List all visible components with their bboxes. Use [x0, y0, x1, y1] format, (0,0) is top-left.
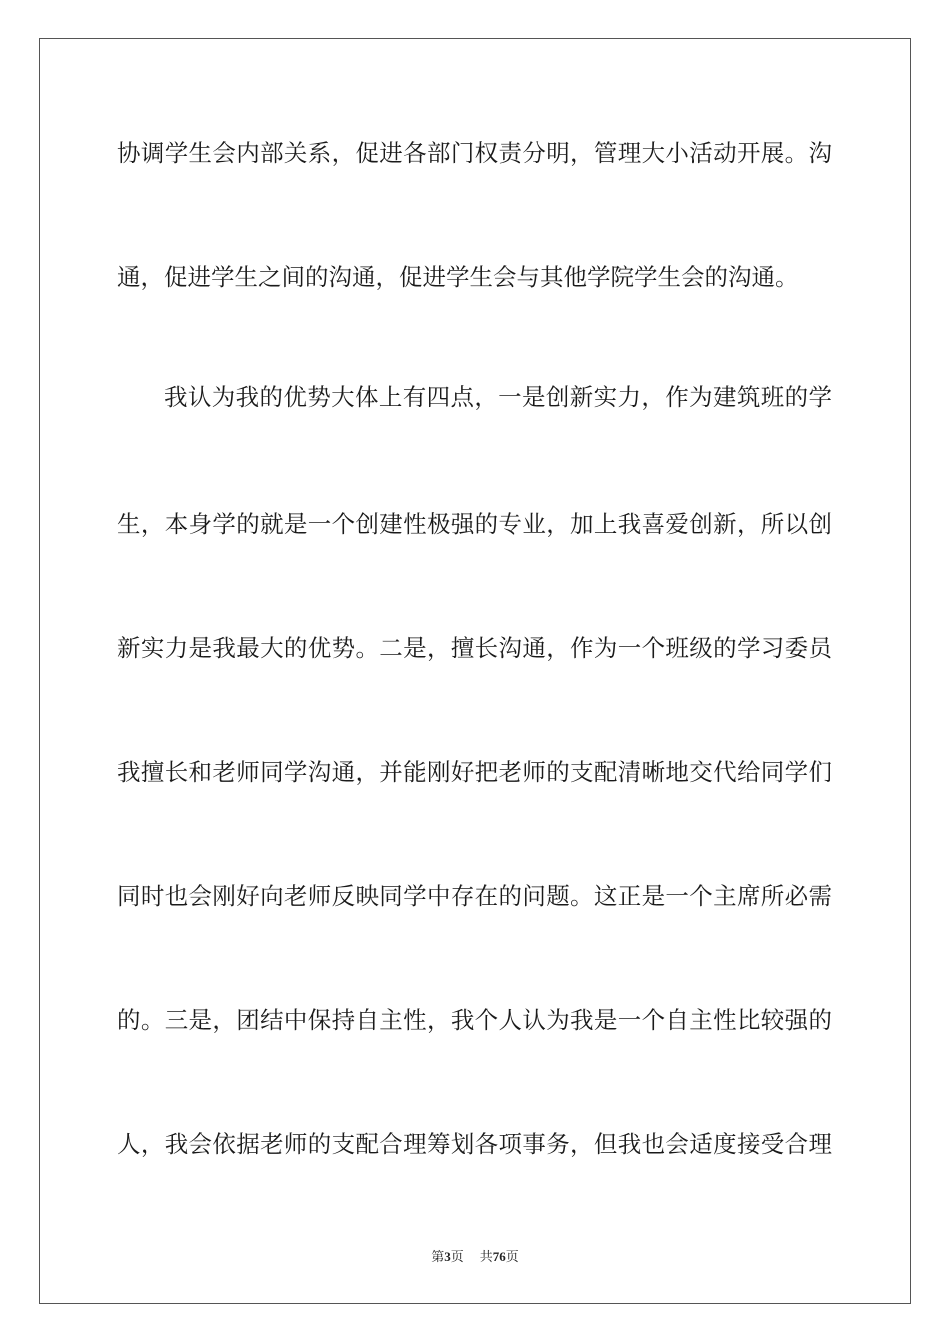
page-suffix: 页: [450, 1250, 464, 1265]
page-prefix: 第: [431, 1250, 445, 1265]
page-number: 3: [444, 1249, 451, 1264]
text-line-6: 我擅长和老师同学沟通，并能刚好把老师的支配清晰地交代给同学们: [117, 758, 832, 786]
text-line-5: 新实力是我最大的优势。二是，擅长沟通，作为一个班级的学习委员: [117, 634, 832, 662]
text-line-7: 同时也会刚好向老师反映同学中存在的问题。这正是一个主席所必需: [117, 882, 832, 910]
total-suffix: 页: [505, 1250, 519, 1265]
text-line-9: 人，我会依据老师的支配合理筹划各项事务，但我也会适度接受合理: [117, 1130, 832, 1158]
text-line-2: 通，促进学生之间的沟通，促进学生会与其他学院学生会的沟通。: [117, 263, 799, 291]
page-border: [39, 38, 911, 1304]
text-line-8: 的。三是，团结中保持自主性，我个人认为我是一个自主性比较强的: [117, 1006, 832, 1034]
total-prefix: 共: [479, 1250, 493, 1265]
text-line-4: 生，本身学的就是一个创建性极强的专业，加上我喜爱创新，所以创: [117, 510, 832, 538]
text-line-1: 协调学生会内部关系，促进各部门权责分明，管理大小活动开展。沟: [117, 139, 832, 167]
page-footer: [0, 1248, 950, 1267]
text-line-3: 我认为我的优势大体上有四点，一是创新实力，作为建筑班的学: [164, 383, 832, 411]
total-pages: 76: [492, 1249, 506, 1264]
